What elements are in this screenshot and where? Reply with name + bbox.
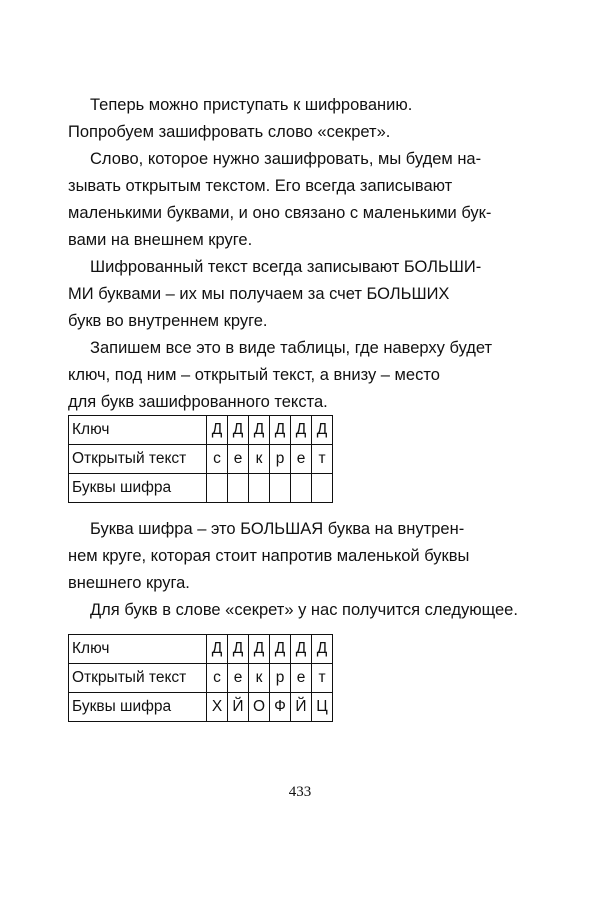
key-cell: Д [291, 416, 312, 445]
row-label-cipher: Буквы шифра [69, 693, 207, 722]
text-line: Теперь можно приступать к шифрованию. [90, 96, 413, 114]
plaintext-cell: к [249, 664, 270, 693]
plaintext-cell: р [270, 445, 291, 474]
cipher-table-empty [68, 415, 333, 503]
cipher-cell: Ц [312, 693, 333, 722]
cipher-cell: Й [291, 693, 312, 722]
cipher-cell: Х [207, 693, 228, 722]
cipher-cell: Ф [270, 693, 291, 722]
paragraph-plaintext-definition [68, 146, 492, 254]
cipher-cell: О [249, 693, 270, 722]
paragraph-ciphertext-definition [68, 254, 488, 335]
key-cell: Д [207, 635, 228, 664]
text-line: Шифрованный текст всегда записывают БОЛЬШИ- [90, 258, 482, 276]
plaintext-cell: е [228, 445, 249, 474]
text-line: зывать открытым текстом. Его всегда записывают [68, 177, 453, 195]
key-cell: Д [228, 635, 249, 664]
table-row-plaintext [69, 664, 333, 693]
text-line: МИ буквами – их мы получаем за счет БОЛЬШИХ [68, 285, 450, 303]
key-cell: Д [249, 416, 270, 445]
table-row-plaintext [69, 445, 333, 474]
paragraph-table-intro [68, 335, 493, 416]
table-row-key [69, 416, 333, 445]
cipher-cell [270, 474, 291, 503]
key-cell: Д [312, 635, 333, 664]
table-row-key [69, 635, 333, 664]
plaintext-cell: р [270, 664, 291, 693]
text-line: маленькими буквами, и оно связано с маленькими бук- [68, 204, 492, 222]
plaintext-cell: е [291, 445, 312, 474]
text-line: нем круге, которая стоит напротив маленькой буквы [68, 547, 470, 565]
text-line: Слово, которое нужно зашифровать, мы будем на- [90, 150, 482, 168]
key-cell: Д [270, 635, 291, 664]
text-line: внешнего круга. [68, 574, 190, 592]
key-cell: Д [270, 416, 291, 445]
cipher-cell [291, 474, 312, 503]
cipher-cell [228, 474, 249, 503]
row-label-key: Ключ [69, 416, 207, 445]
cipher-table-filled [68, 634, 333, 722]
plaintext-cell: к [249, 445, 270, 474]
key-cell: Д [249, 635, 270, 664]
page-number: 433 [288, 784, 312, 800]
text-line: вами на внешнем круге. [68, 231, 253, 249]
plaintext-cell: е [291, 664, 312, 693]
table-row-cipher [69, 474, 333, 503]
row-label-cipher: Буквы шифра [69, 474, 207, 503]
plaintext-cell: с [207, 445, 228, 474]
row-label-plaintext: Открытый текст [69, 445, 207, 474]
text-line: Запишем все это в виде таблицы, где наверху будет [90, 339, 493, 357]
row-label-key: Ключ [69, 635, 207, 664]
key-cell: Д [312, 416, 333, 445]
key-cell: Д [207, 416, 228, 445]
key-cell: Д [291, 635, 312, 664]
row-label-plaintext: Открытый текст [69, 664, 207, 693]
text-line: Для букв в слове «секрет» у нас получится следующее. [90, 601, 518, 619]
text-line: ключ, под ним – открытый текст, а внизу – место [68, 366, 440, 384]
paragraph-result-intro [68, 597, 518, 624]
paragraph-cipher-letter-definition [68, 516, 488, 597]
key-cell: Д [228, 416, 249, 445]
plaintext-cell: с [207, 664, 228, 693]
paragraph-intro [68, 92, 488, 146]
text-line: Буква шифра – это БОЛЬШАЯ буква на внутрен- [90, 520, 465, 538]
text-line: Попробуем зашифровать слово «секрет». [68, 123, 391, 141]
cipher-cell: Й [228, 693, 249, 722]
text-line: букв во внутреннем круге. [68, 312, 268, 330]
table-row-cipher [69, 693, 333, 722]
cipher-cell [207, 474, 228, 503]
plaintext-cell: е [228, 664, 249, 693]
text-line: для букв зашифрованного текста. [68, 393, 328, 411]
cipher-cell [312, 474, 333, 503]
plaintext-cell: т [312, 664, 333, 693]
cipher-cell [249, 474, 270, 503]
plaintext-cell: т [312, 445, 333, 474]
